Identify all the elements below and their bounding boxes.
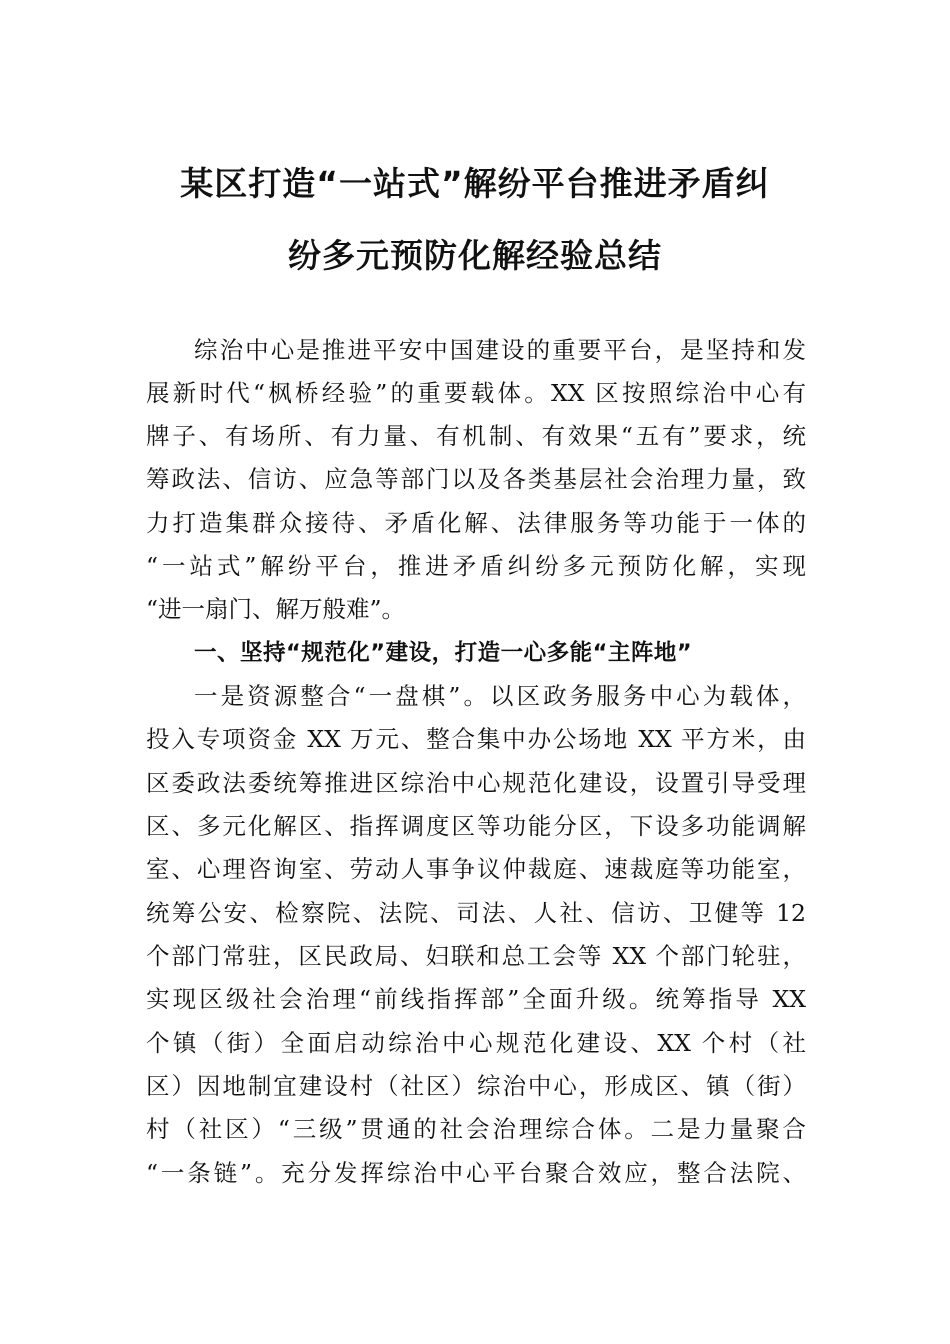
document-title-line-1: 某区打造“一站式”解纷平台推进矛盾纠 xyxy=(180,164,770,203)
section-paragraph-line: 统筹公安、检察院、法院、司法、人社、信访、卫健等 12 xyxy=(146,899,806,927)
intro-paragraph-line: “一站式”解纷平台，推进矛盾纠纷多元预防化解，实现 xyxy=(146,552,806,580)
intro-paragraph-line: “进一扇门、解万般难”。 xyxy=(146,595,406,623)
section-paragraph-line: 室、心理咨询室、劳动人事争议仲裁庭、速裁庭等功能室， xyxy=(146,855,806,883)
section-paragraph-line: 一是资源整合“一盘棋”。以区政务服务中心为载体， xyxy=(194,682,806,710)
section-paragraph-line: 区委政法委统筹推进区综治中心规范化建设，设置引导受理 xyxy=(146,769,806,797)
intro-paragraph-line: 综治中心是推进平安中国建设的重要平台，是坚持和发 xyxy=(194,336,806,364)
section-paragraph-line: 个部门常驻，区民政局、妇联和总工会等 XX 个部门轮驻， xyxy=(146,942,806,970)
intro-paragraph-line: 展新时代“枫桥经验”的重要载体。XX 区按照综治中心有 xyxy=(146,379,806,407)
intro-paragraph-line: 筹政法、信访、应急等部门以及各类基层社会治理力量，致 xyxy=(146,465,806,493)
section-paragraph-line: “一条链”。充分发挥综治中心平台聚合效应，整合法院、 xyxy=(146,1159,806,1187)
section-paragraph-line: 投入专项资金 XX 万元、整合集中办公场地 XX 平方米，由 xyxy=(146,725,806,753)
section-paragraph-line: 区）因地制宜建设村（社区）综治中心，形成区、镇（街） xyxy=(146,1072,806,1100)
intro-paragraph-line: 力打造集群众接待、矛盾化解、法律服务等功能于一体的 xyxy=(146,509,806,537)
document-title-line-2: 纷多元预防化解经验总结 xyxy=(288,236,662,275)
section-heading: 一、坚持“规范化”建设，打造一心多能“主阵地” xyxy=(194,640,693,666)
intro-paragraph-line: 牌子、有场所、有力量、有机制、有效果“五有”要求，统 xyxy=(146,422,806,450)
section-paragraph-line: 个镇（街）全面启动综治中心规范化建设、XX 个村（社 xyxy=(146,1029,806,1057)
section-paragraph-line: 村（社区）“三级”贯通的社会治理综合体。二是力量聚合 xyxy=(146,1115,806,1143)
section-paragraph-line: 实现区级社会治理“前线指挥部”全面升级。统筹指导 XX xyxy=(146,985,806,1013)
section-paragraph-line: 区、多元化解区、指挥调度区等功能分区，下设多功能调解 xyxy=(146,812,806,840)
